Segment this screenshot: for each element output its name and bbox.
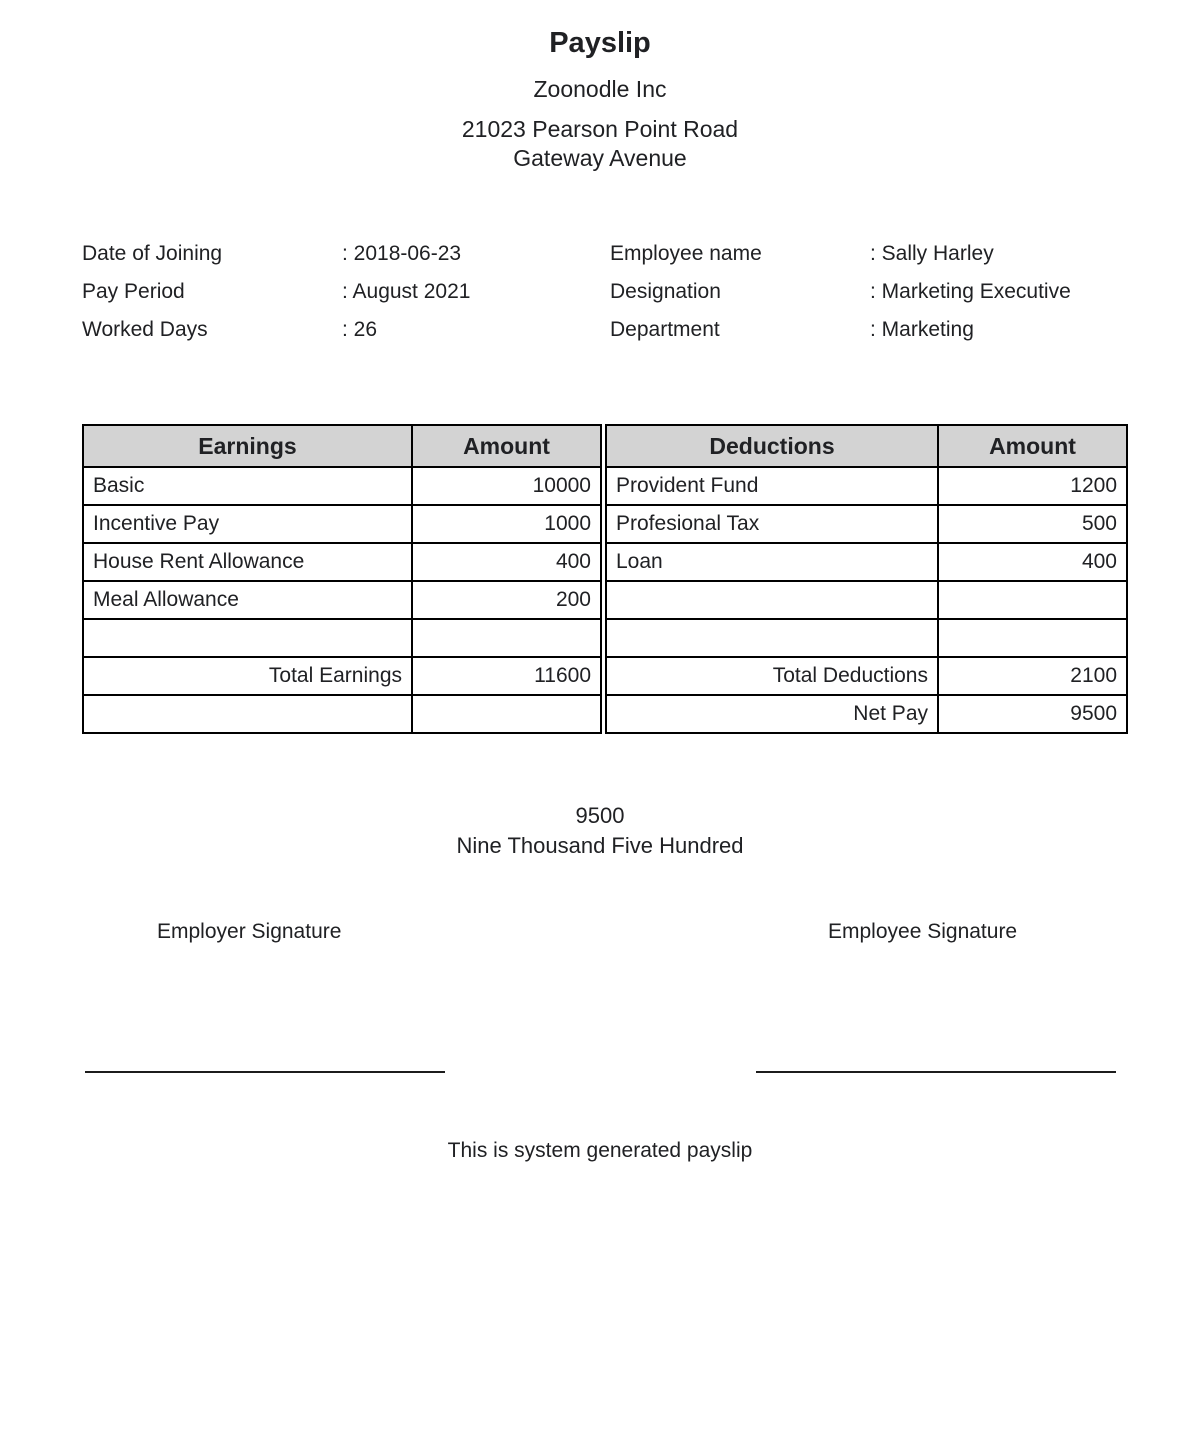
- payslip-tables: [82, 424, 1128, 734]
- info-row-department: [610, 319, 1120, 341]
- earning-amount: 10000: [412, 467, 601, 505]
- table-row-empty: [83, 619, 601, 657]
- info-row-date-of-joining: [82, 243, 602, 265]
- table-row: [83, 543, 601, 581]
- info-value: : Sally Harley: [870, 242, 994, 265]
- info-value: : Marketing Executive: [870, 280, 1071, 303]
- total-deductions-amount: 2100: [938, 657, 1127, 695]
- table-row-empty: [83, 695, 601, 733]
- employer-signature-label: Employer Signature: [157, 920, 342, 943]
- earning-amount: [412, 619, 601, 657]
- deduction-amount: [938, 619, 1127, 657]
- info-column-left: [82, 243, 602, 357]
- page-title: Payslip: [549, 27, 651, 59]
- info-label: Designation: [610, 280, 721, 303]
- total-deductions-label: Total Deductions: [606, 657, 938, 695]
- earning-label: [83, 619, 412, 657]
- employee-signature-label: Employee Signature: [828, 920, 1018, 943]
- system-generated-note: This is system generated payslip: [447, 1139, 753, 1162]
- deductions-header: Deductions: [606, 425, 938, 467]
- company-address-line-2: Gateway Avenue: [513, 145, 687, 171]
- net-pay-amount: 9500: [938, 695, 1127, 733]
- info-label: Worked Days: [82, 318, 208, 341]
- net-pay-label: Net Pay: [606, 695, 938, 733]
- info-value: : 2018-06-23: [342, 242, 462, 265]
- earnings-table: [82, 424, 602, 734]
- deduction-amount: 500: [938, 505, 1127, 543]
- net-pay-amount-text: 9500: [575, 803, 625, 828]
- info-row-designation: [610, 281, 1120, 303]
- deduction-amount: 1200: [938, 467, 1127, 505]
- table-row: [606, 505, 1127, 543]
- net-pay-row: [606, 695, 1127, 733]
- table-row-empty: [606, 619, 1127, 657]
- info-label: Pay Period: [82, 280, 185, 303]
- earnings-header: Earnings: [83, 425, 412, 467]
- deduction-label: [606, 581, 938, 619]
- earning-label: Basic: [83, 467, 412, 505]
- table-row: [83, 505, 601, 543]
- info-row-pay-period: [82, 281, 602, 303]
- earning-label: Incentive Pay: [83, 505, 412, 543]
- info-column-right: [610, 243, 1120, 357]
- deductions-header-row: [606, 425, 1127, 467]
- deduction-label: Loan: [606, 543, 938, 581]
- earning-label: House Rent Allowance: [83, 543, 412, 581]
- company-name: Zoonodle Inc: [533, 76, 667, 102]
- table-row: [606, 543, 1127, 581]
- deduction-amount: 400: [938, 543, 1127, 581]
- earning-amount: 400: [412, 543, 601, 581]
- info-value: : August 2021: [342, 280, 471, 303]
- info-label: Date of Joining: [82, 242, 223, 265]
- table-row: [83, 467, 601, 505]
- table-row: [606, 467, 1127, 505]
- info-label: Department: [610, 318, 720, 341]
- earning-amount: [412, 695, 601, 733]
- info-row-worked-days: [82, 319, 602, 341]
- deduction-label: Profesional Tax: [606, 505, 938, 543]
- total-earnings-row: [83, 657, 601, 695]
- earning-label: [83, 695, 412, 733]
- table-row: [83, 581, 601, 619]
- earnings-header-row: [83, 425, 601, 467]
- deduction-amount: [938, 581, 1127, 619]
- table-row-empty: [606, 581, 1127, 619]
- info-label: Employee name: [610, 242, 762, 265]
- earning-amount: 200: [412, 581, 601, 619]
- total-earnings-amount: 11600: [412, 657, 601, 695]
- info-row-employee-name: [610, 243, 1120, 265]
- earning-amount: 1000: [412, 505, 601, 543]
- employer-signature-line: [85, 1071, 445, 1073]
- deductions-amount-header: Amount: [938, 425, 1127, 467]
- net-pay-summary: [0, 801, 1200, 861]
- employee-signature-line: [756, 1071, 1116, 1073]
- info-value: : 26: [342, 318, 378, 341]
- total-earnings-label: Total Earnings: [83, 657, 412, 695]
- earning-label: Meal Allowance: [83, 581, 412, 619]
- total-deductions-row: [606, 657, 1127, 695]
- company-address-line-1: 21023 Pearson Point Road: [461, 116, 739, 142]
- net-pay-words: Nine Thousand Five Hundred: [456, 833, 744, 858]
- deductions-table: [605, 424, 1128, 734]
- deduction-label: [606, 619, 938, 657]
- deduction-label: Provident Fund: [606, 467, 938, 505]
- info-value: : Marketing: [870, 318, 974, 341]
- earnings-amount-header: Amount: [412, 425, 601, 467]
